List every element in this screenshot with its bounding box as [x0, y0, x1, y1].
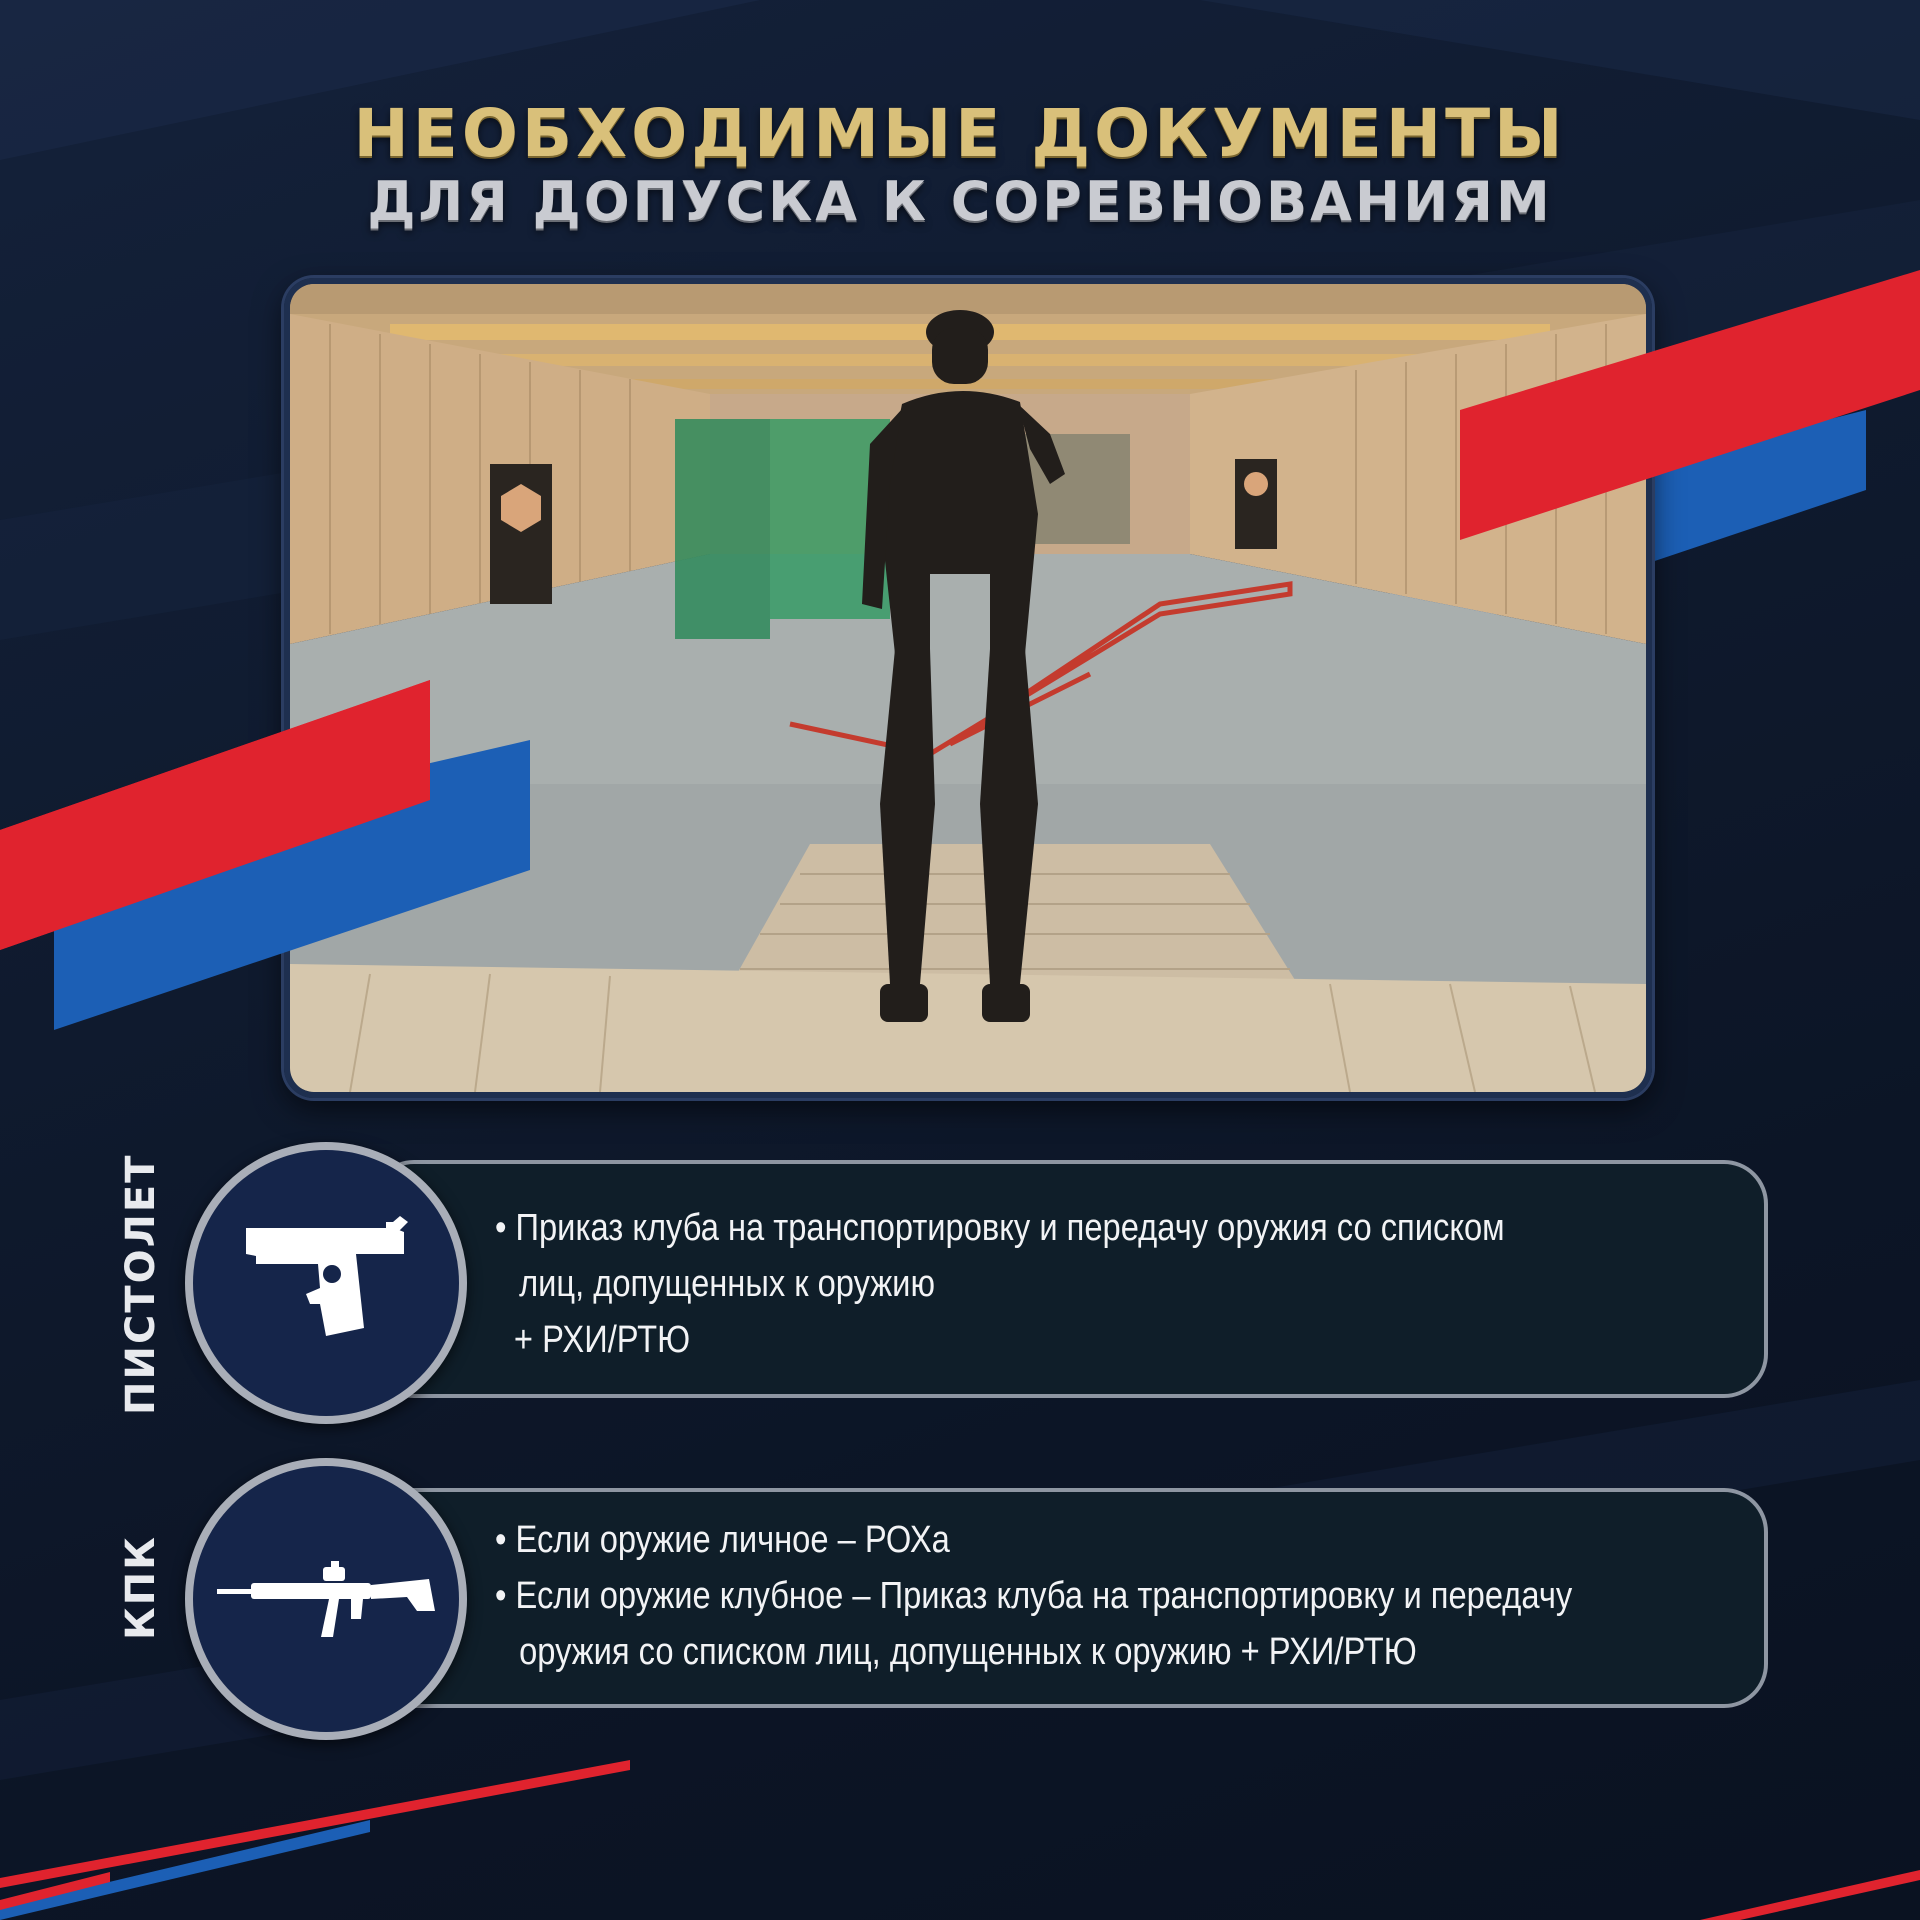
left-red-stripe-decor: [0, 680, 440, 960]
list-item: • Если оружие личное – РОХа: [495, 1519, 950, 1561]
rifle-icon-badge: [185, 1458, 467, 1740]
pistol-icon-badge: [185, 1142, 467, 1424]
list-item-continuation: + РХИ/РТЮ: [513, 1319, 691, 1361]
bottom-stripes-decor: [0, 1760, 1920, 1920]
kpk-docs-text: [495, 1512, 1572, 1680]
page-title: НЕОБХОДИМЫЕ ДОКУМЕНТЫ: [353, 95, 1567, 172]
section-label-kpk: КПК: [118, 1535, 164, 1640]
list-item: • Приказ клуба на транспортировку и передачу оружия со списком: [495, 1207, 1505, 1249]
list-item: • Если оружие клубное – Приказ клуба на транспортировку и передачу: [495, 1575, 1573, 1617]
right-red-stripe-decor: [1450, 250, 1920, 550]
page-subtitle: ДЛЯ ДОПУСКА К СОРЕВНОВАНИЯМ: [367, 170, 1553, 233]
pistol-docs-text: [495, 1200, 1505, 1368]
rifle-icon: [211, 1539, 441, 1659]
list-item-continuation: оружия со списком лиц, допущенных к оружию + РХИ/РТЮ: [519, 1631, 1417, 1673]
pistol-icon: [236, 1208, 416, 1358]
list-item-continuation: лиц, допущенных к оружию: [519, 1263, 935, 1305]
section-label-pistol: ПИСТОЛЕТ: [118, 1153, 164, 1415]
